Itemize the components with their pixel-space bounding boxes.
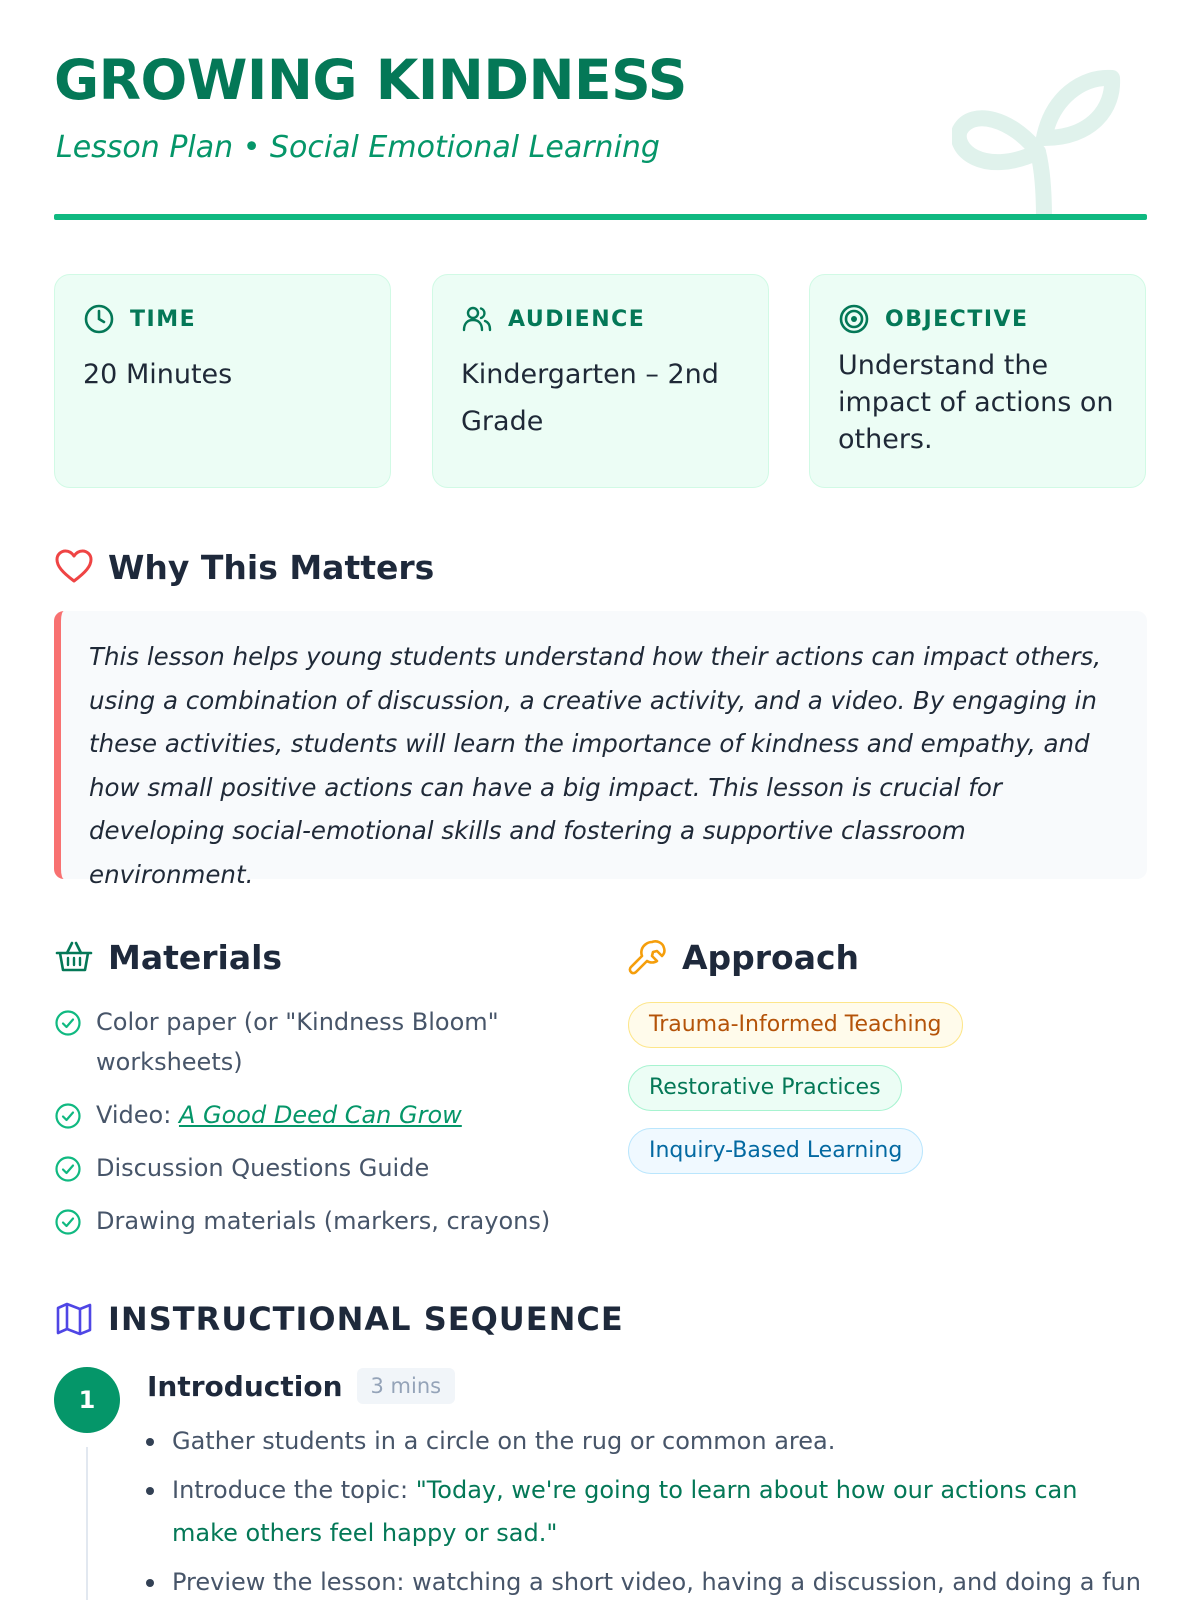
list-item <box>54 1002 614 1082</box>
list-item <box>54 1148 614 1188</box>
time-label: TIME <box>130 306 197 332</box>
target-icon <box>838 303 870 335</box>
audience-label: AUDIENCE <box>508 306 646 332</box>
time-value: 20 Minutes <box>83 359 233 390</box>
approach-heading <box>628 937 859 977</box>
list-item <box>54 1201 614 1241</box>
approach-title: Approach <box>682 937 860 977</box>
step-header <box>147 1368 455 1404</box>
material-text: Discussion Questions Guide <box>96 1154 430 1182</box>
bullet-text: Preview the lesson: watching a short video, having a discussion, and doing a fun <box>172 1568 1141 1596</box>
list-item <box>54 1095 614 1135</box>
audience-card <box>432 274 769 488</box>
why-callout <box>54 611 1147 889</box>
approach-tag: Restorative Practices <box>628 1065 902 1111</box>
page-subtitle: Lesson Plan • Social Emotional Learning <box>56 130 660 165</box>
heart-icon <box>54 547 94 587</box>
clock-icon <box>83 303 115 335</box>
time-card <box>54 274 391 488</box>
materials-list <box>54 1002 614 1254</box>
audience-value: Kindergarten – 2nd Grade <box>461 359 719 437</box>
page-title: GROWING KINDNESS <box>54 48 687 112</box>
map-icon <box>54 1299 94 1339</box>
why-heading <box>54 547 434 587</box>
teacher-script-quote: "Today, we're going to learn about how our actions can make others feel happy or sad." <box>172 1476 1078 1547</box>
objective-value: Understand the impact of actions on others. <box>838 350 1114 455</box>
step-bullets <box>172 1420 1147 1600</box>
material-text: Video: <box>96 1101 179 1129</box>
check-circle-icon <box>54 1155 82 1183</box>
bullet-text: Introduce the topic: <box>172 1476 416 1504</box>
users-icon <box>461 303 493 335</box>
materials-heading <box>54 937 282 977</box>
step-number: 1 <box>54 1367 120 1433</box>
bullet-text: Gather students in a circle on the rug or common area. <box>172 1427 836 1455</box>
list-item <box>172 1561 1147 1600</box>
check-circle-icon <box>54 1009 82 1037</box>
approach-tag: Inquiry-Based Learning <box>628 1128 923 1174</box>
lesson-plan-page <box>54 0 1147 1600</box>
approach-tag: Trauma-Informed Teaching <box>628 1002 963 1048</box>
video-link[interactable]: A Good Deed Can Grow <box>178 1101 462 1129</box>
step-title: Introduction <box>147 1369 343 1403</box>
material-text: Drawing materials (markers, crayons) <box>96 1207 551 1235</box>
step-duration-badge: 3 mins <box>357 1368 456 1404</box>
info-cards <box>54 274 1147 490</box>
materials-title: Materials <box>108 937 283 977</box>
check-circle-icon <box>54 1102 82 1130</box>
sequence-heading <box>54 1299 624 1339</box>
wrench-icon <box>628 937 668 977</box>
objective-label: OBJECTIVE <box>885 306 1029 332</box>
list-item <box>172 1420 1147 1463</box>
list-item <box>172 1469 1147 1555</box>
why-text: This lesson helps young students understand how their actions can impact others, using a combination of discussion, a creative activity, and a video. By engaging in these activities, students will learn the importance of kindness and empathy, and how small positive actions can have a big impact. This lesson is crucial for developing social-emotional skills and fostering a supportive classroom environment. <box>89 642 1102 889</box>
objective-card <box>809 274 1146 488</box>
header-divider <box>54 214 1147 220</box>
why-title: Why This Matters <box>108 547 435 587</box>
basket-icon <box>54 937 94 977</box>
material-text: Color paper (or "Kindness Bloom" worksheets) <box>96 1008 499 1076</box>
sequence-title: INSTRUCTIONAL SEQUENCE <box>108 1300 624 1338</box>
header <box>54 0 1147 222</box>
sprout-icon <box>952 68 1127 218</box>
check-circle-icon <box>54 1208 82 1236</box>
timeline-connector <box>86 1447 88 1600</box>
